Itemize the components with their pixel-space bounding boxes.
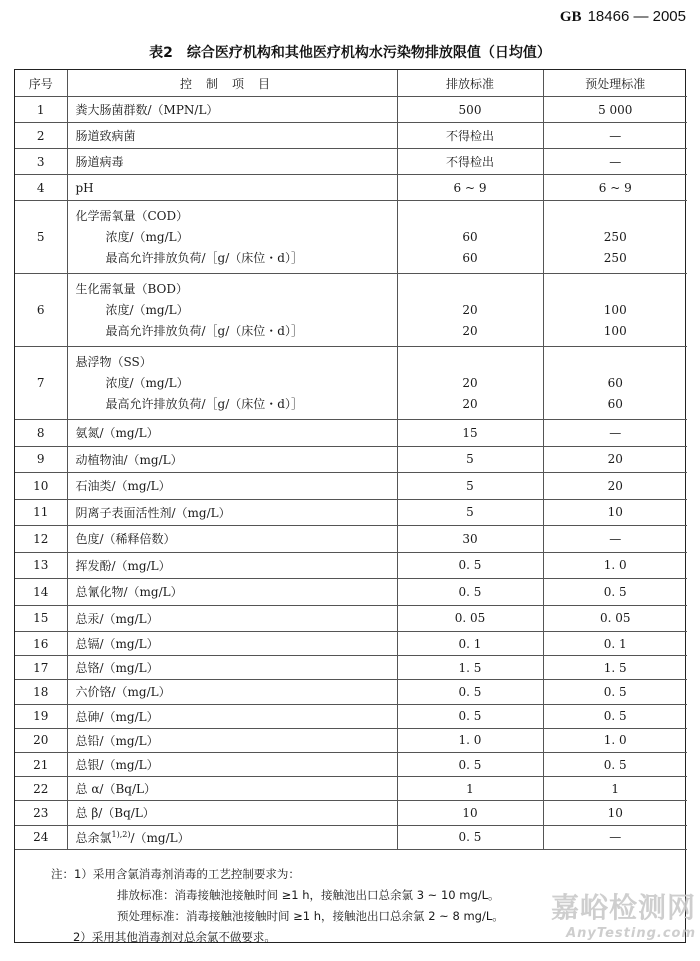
row-discharge [397,274,543,347]
sub-value: 20 [462,396,478,411]
row-number: 9 [15,446,67,473]
sub-value: 60 [462,229,478,244]
row-pretreat: — [543,123,687,149]
sub-value: 100 [603,323,627,338]
row-item: 总砷/（mg/L） [67,704,397,728]
row-number: 2 [15,123,67,149]
row-discharge: 0. 1 [397,632,543,656]
note-1-discharge: 排放标准：消毒接触池接触时间 ≥1 h，接触池出口总余氯 3 ~ 10 mg/L。 [117,887,500,902]
row-number: 22 [15,777,67,801]
row-item: 总银/（mg/L） [67,752,397,776]
note-1-heading: 注：1）采用含氯消毒剂消毒的工艺控制要求为： [51,866,300,881]
row-discharge: 5 [397,446,543,473]
row-discharge: 0. 5 [397,704,543,728]
row-pretreat: 1 [543,777,687,801]
note-2: 2）采用其他消毒剂对总余氯不做要求。 [73,929,276,944]
item-title: 化学需氧量（COD） [75,208,189,223]
table-row [15,801,687,825]
row-item: 氨氮/（mg/L） [67,420,397,447]
row-item: 总 β/（Bq/L） [67,801,397,825]
row-number: 19 [15,704,67,728]
table-row [15,632,687,656]
watermark-cn: 嘉峪检测网 [550,891,696,924]
table-row [15,752,687,776]
row-pretreat: 20 [543,446,687,473]
standard-prefix: GB [559,9,582,25]
row-item: 石油类/（mg/L） [67,473,397,500]
sub-value: 20 [462,375,478,390]
row-item: 总铬/（mg/L） [67,656,397,680]
sub-item-label: 浓度/（mg/L） [105,375,189,390]
row-pretreat: 6 ~ 9 [543,175,687,201]
sub-item-label: 浓度/（mg/L） [105,302,189,317]
row-number: 11 [15,499,67,526]
row-number: 20 [15,728,67,752]
row-item [67,201,397,274]
row-pretreat: 0. 5 [543,752,687,776]
row-pretreat [543,274,687,347]
note-1-pretreat: 预处理标准：消毒接触池接触时间 ≥1 h，接触池出口总余氯 2 ~ 8 mg/L。 [117,908,504,923]
row-discharge: 0. 5 [397,579,543,606]
item-unit: /（mg/L） [130,830,190,845]
table-row [15,420,687,447]
row-pretreat: 1. 0 [543,728,687,752]
row-pretreat: — [543,149,687,175]
table-header-row [15,70,687,97]
standard-code [560,8,686,26]
table-row [15,499,687,526]
row-discharge: 5 [397,499,543,526]
watermark [551,886,696,941]
row-item: pH [67,175,397,201]
row-item: 肠道致病菌 [67,123,397,149]
row-pretreat [543,347,687,420]
table-row [15,825,687,849]
row-number: 15 [15,605,67,632]
table-title: 表2 综合医疗机构和其他医疗机构水污染物排放限值（日均值） [149,45,551,61]
sub-value: 60 [607,396,623,411]
row-item: 粪大肠菌群数/（MPN/L） [67,97,397,123]
table-row [15,473,687,500]
row-number: 16 [15,632,67,656]
row-item: 总氰化物/（mg/L） [67,579,397,606]
row-discharge: 10 [397,801,543,825]
footnote-ref: 1),2) [111,829,131,839]
sub-value: 100 [603,302,627,317]
row-item [67,347,397,420]
row-item: 挥发酚/（mg/L） [67,552,397,579]
row-discharge: 0. 5 [397,680,543,704]
sub-value: 250 [603,250,627,265]
row-pretreat [543,201,687,274]
row-item [67,825,397,849]
row-discharge: 500 [397,97,543,123]
row-pretreat: 5 000 [543,97,687,123]
table-row [15,526,687,553]
row-number: 4 [15,175,67,201]
row-number: 14 [15,579,67,606]
row-item: 总铅/（mg/L） [67,728,397,752]
table-row [15,97,687,123]
row-discharge: 6 ~ 9 [397,175,543,201]
table-row [15,175,687,201]
sub-item-label: 最高允许排放负荷/［g/（床位・d）］ [105,323,303,338]
row-pretreat: 1. 5 [543,656,687,680]
table-row [15,552,687,579]
table-row [15,777,687,801]
row-pretreat: 0. 05 [543,605,687,632]
row-item [67,274,397,347]
row-number: 21 [15,752,67,776]
row-discharge: 1. 5 [397,656,543,680]
row-number: 10 [15,473,67,500]
row-item: 色度/（稀释倍数） [67,526,397,553]
sub-value: 60 [462,250,478,265]
row-item: 总汞/（mg/L） [67,605,397,632]
row-pretreat: 0. 5 [543,680,687,704]
table-row [15,579,687,606]
row-pretreat: 10 [543,499,687,526]
row-item: 动植物油/（mg/L） [67,446,397,473]
row-discharge: 1. 0 [397,728,543,752]
row-discharge: 30 [397,526,543,553]
row-discharge: 1 [397,777,543,801]
column-header-item: 控制项目 [67,70,397,97]
standard-number: 18466 — 2005 [587,8,686,25]
table-row [15,201,687,274]
row-number: 12 [15,526,67,553]
sub-item-label: 浓度/（mg/L） [105,229,189,244]
row-number: 17 [15,656,67,680]
sub-value: 60 [607,375,623,390]
table-row [15,656,687,680]
row-discharge [397,347,543,420]
row-number: 7 [15,347,67,420]
sub-value: 20 [462,323,478,338]
row-number: 24 [15,825,67,849]
row-number: 1 [15,97,67,123]
row-pretreat: — [543,420,687,447]
row-number: 8 [15,420,67,447]
table-row [15,680,687,704]
row-pretreat: 20 [543,473,687,500]
row-pretreat: 0. 1 [543,632,687,656]
row-item: 六价铬/（mg/L） [67,680,397,704]
column-header-discharge: 排放标准 [397,70,543,97]
row-discharge: 0. 5 [397,552,543,579]
item-title: 生化需氧量（BOD） [75,281,189,296]
row-discharge: 0. 5 [397,825,543,849]
watermark-en: AnyTesting.com [566,926,696,941]
table-row [15,728,687,752]
row-item: 阴离子表面活性剂/（mg/L） [67,499,397,526]
item-name: 总余氯 [75,830,112,845]
row-pretreat: — [543,526,687,553]
sub-item-label: 最高允许排放负荷/［g/（床位・d）］ [105,250,303,265]
table-row [15,704,687,728]
sub-item-label: 最高允许排放负荷/［g/（床位・d）］ [105,396,303,411]
table-row [15,605,687,632]
row-item: 总 α/（Bq/L） [67,777,397,801]
table-row [15,446,687,473]
column-header-pretreat: 预处理标准 [543,70,687,97]
item-title: 悬浮物（SS） [75,354,152,369]
table-row [15,123,687,149]
row-pretreat: 0. 5 [543,704,687,728]
row-number: 3 [15,149,67,175]
row-number: 18 [15,680,67,704]
row-number: 13 [15,552,67,579]
sub-value: 20 [462,302,478,317]
row-pretreat: 0. 5 [543,579,687,606]
row-item: 肠道病毒 [67,149,397,175]
table-row [15,149,687,175]
table-row [15,274,687,347]
row-number: 23 [15,801,67,825]
row-discharge [397,201,543,274]
row-number: 6 [15,274,67,347]
column-header-no: 序号 [15,70,67,97]
row-pretreat: 10 [543,801,687,825]
row-discharge: 15 [397,420,543,447]
row-discharge: 5 [397,473,543,500]
row-discharge: 不得检出 [397,149,543,175]
row-discharge: 0. 05 [397,605,543,632]
row-discharge: 0. 5 [397,752,543,776]
row-pretreat: — [543,825,687,849]
row-number: 5 [15,201,67,274]
row-pretreat: 1. 0 [543,552,687,579]
table-row [15,347,687,420]
emission-limits-table [14,69,686,943]
row-discharge: 不得检出 [397,123,543,149]
sub-value: 250 [603,229,627,244]
row-item: 总镉/（mg/L） [67,632,397,656]
